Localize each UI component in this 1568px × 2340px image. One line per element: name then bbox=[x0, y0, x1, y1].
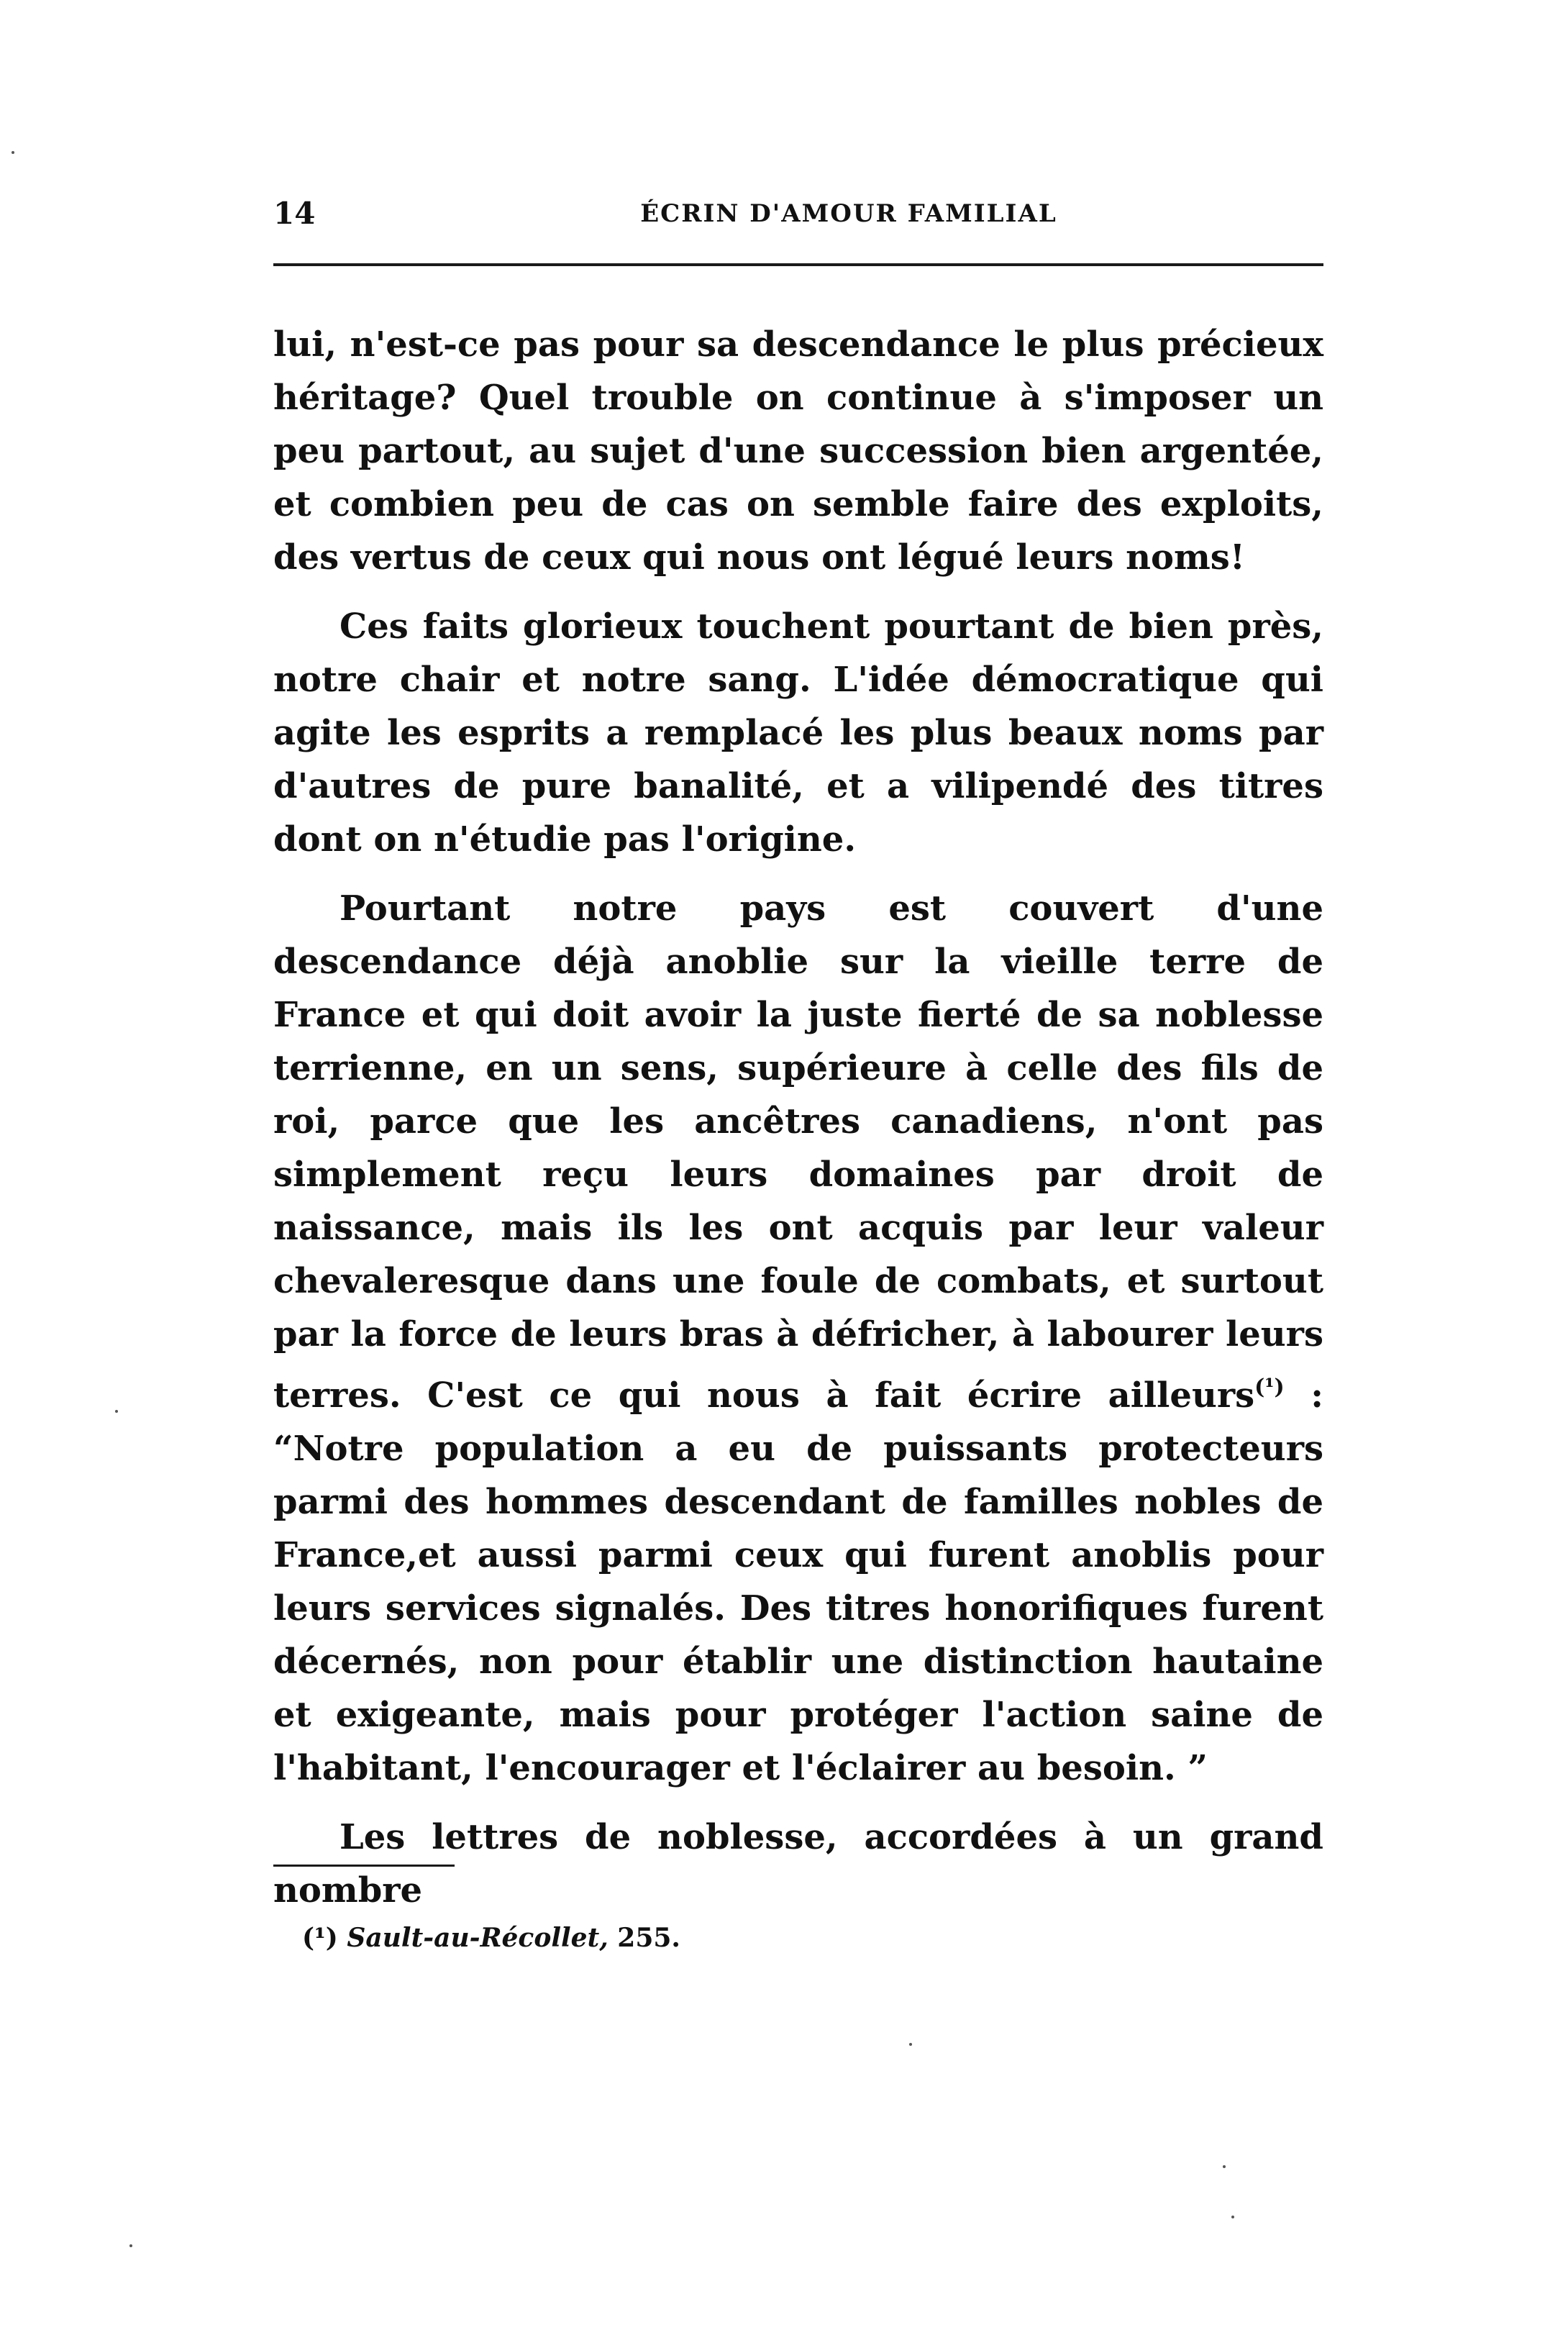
footnote bbox=[302, 1916, 680, 1959]
scan-speck bbox=[909, 2043, 912, 2046]
running-head bbox=[273, 188, 1309, 239]
paragraph-3-text-after-note: : “Notre population a eu de puissants protecteurs parmi des hommes descendant de familles nobles de France,et aussi parmi ceux qui furent anoblis pour leurs services signalés. Des titres honorifiques furent décernés, non pour établir une distinction hautaine et exigeante, mais pour protéger l'action saine de l'habitant, l'encourager et l'éclairer au besoin. ” bbox=[273, 1375, 1323, 1788]
scan-speck bbox=[12, 151, 14, 154]
scan-speck bbox=[1223, 2165, 1226, 2168]
footnote-rule bbox=[273, 1865, 455, 1867]
paragraph-4: Les lettres de noblesse, accordées à un grand nombre bbox=[273, 1817, 1323, 1911]
scan-speck bbox=[129, 2244, 132, 2247]
footnote-title: Sault-au-Récollet, bbox=[347, 1923, 608, 1953]
paragraph-2: Ces faits glorieux touchent pourtant de bien près, notre chair et notre sang. L'idée démocratique qui agite les esprits a remplacé les plus beaux noms par d'autres de pure banalité, et a vilipendé des titres dont on n'étudie pas l'origine. bbox=[273, 606, 1323, 860]
scan-speck bbox=[1231, 2216, 1234, 2218]
header-rule bbox=[273, 263, 1323, 266]
body-text bbox=[273, 318, 1323, 1933]
page-number: 14 bbox=[273, 196, 316, 231]
running-title: ÉCRIN D'AMOUR FAMILIAL bbox=[640, 199, 1057, 228]
scan-speck bbox=[115, 1410, 118, 1413]
footnote-marker: (¹) bbox=[302, 1923, 338, 1953]
paragraph-3 bbox=[273, 882, 1323, 1795]
paragraph-1: lui, n'est-ce pas pour sa descendance le plus précieux héritage? Quel trouble on continue à s'imposer un peu partout, au sujet d'une succession bien argentée, et combien peu de cas on semble faire des exploits, des vertus de ceux qui nous ont légué leurs noms! bbox=[273, 324, 1323, 578]
footnote-reference: (¹) bbox=[1254, 1375, 1285, 1400]
paragraph-3-text-before-note: Pourtant notre pays est couvert d'une descendance déjà anoblie sur la vieille terre de France et qui doit avoir la juste fierté de sa noblesse terrienne, en un sens, supérieure à celle des fils de roi, parce que les ancêtres canadiens, n'ont pas simplement reçu leurs domaines par droit de naissance, mais ils les ont acquis par leur valeur chevaleresque dans une foule de combats, et surtout par la force de leurs bras à défricher, à labourer leurs terres. C'est ce qui nous à fait écrire ailleurs bbox=[273, 888, 1323, 1416]
footnote-page: 255. bbox=[608, 1923, 680, 1953]
